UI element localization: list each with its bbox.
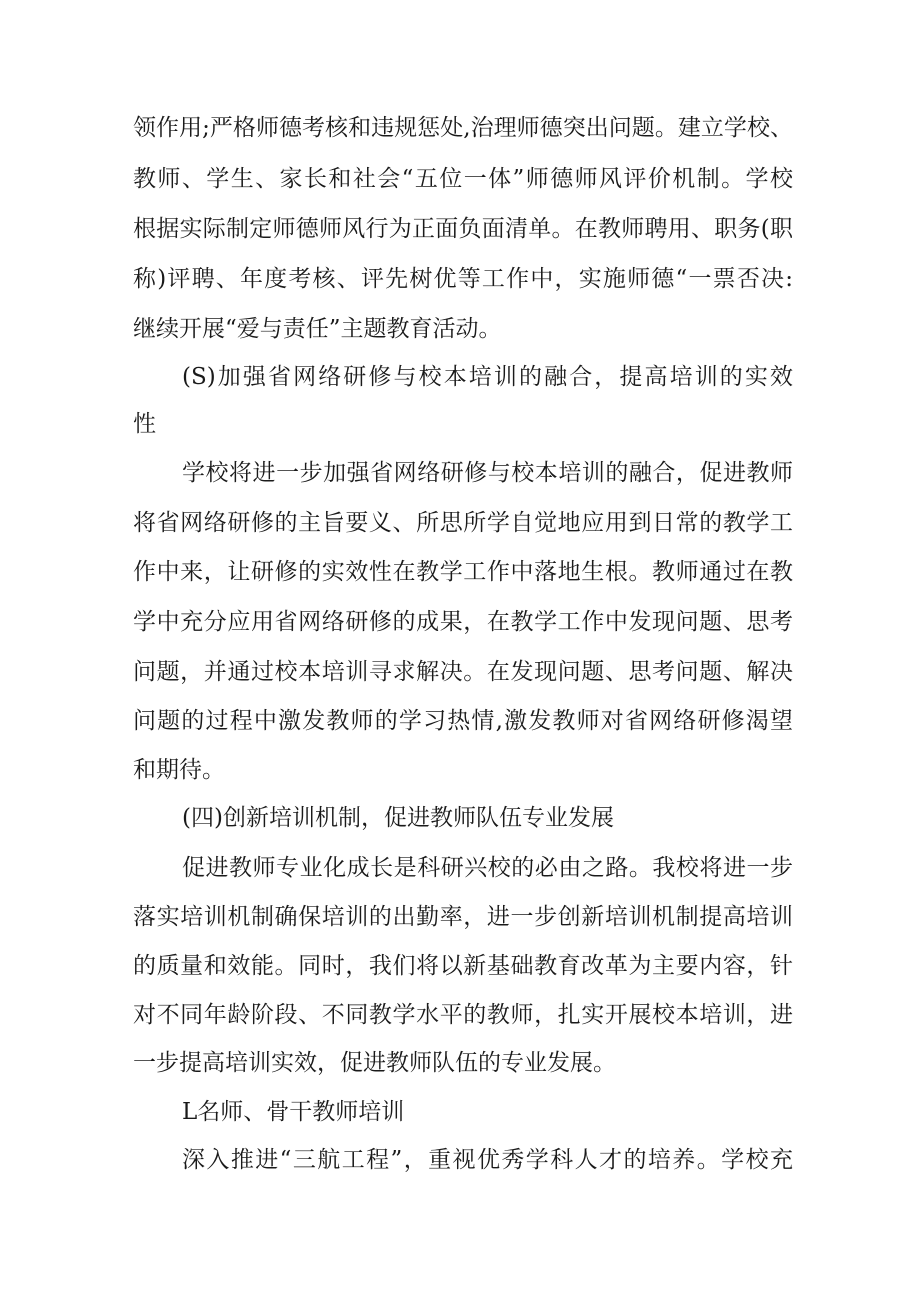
paragraph-line: 的质量和效能。同时，我们将以新基础教育改革为主要内容，针 (133, 953, 793, 979)
paragraph-line: 根据实际制定师德师风行为正面负面清单。在教师聘用、职务(职 (133, 216, 793, 242)
subsection-heading: L名师、骨干教师培训 (182, 1099, 405, 1125)
paragraph-line: 学中充分应用省网络研修的成果，在教学工作中发现问题、思考 (133, 609, 793, 635)
paragraph-line: 作中来，让研修的实效性在教学工作中落地生根。教师通过在教 (133, 559, 793, 585)
paragraph-line: 和期待。 (133, 757, 225, 783)
paragraph-line: 将省网络研修的主旨要义、所思所学自觉地应用到日常的教学工 (133, 510, 793, 536)
paragraph-line: 对不同年龄阶段、不同教学水平的教师，扎实开展校本培训，进 (133, 1002, 793, 1028)
paragraph-line: 促进教师专业化成长是科研兴校的必由之路。我校将进一步 (182, 855, 793, 881)
paragraph-line: 学校将进一步加强省网络研修与校本培训的融合，促进教师 (182, 460, 793, 486)
paragraph-line: 一步提高培训实效，促进教师队伍的专业发展。 (133, 1050, 616, 1076)
paragraph-line: 教师、学生、家长和社会“五位一体”师德师风评价机制。学校 (133, 166, 793, 192)
section-heading-continued: 性 (133, 411, 156, 437)
section-heading: (S)加强省网络研修与校本培训的融合，提高培训的实效 (182, 364, 793, 390)
paragraph-line: 称)评聘、年度考核、评先树优等工作中，实施师德“一票否决: (133, 266, 793, 292)
section-heading: (四)创新培训机制，促进教师队伍专业发展 (182, 805, 614, 831)
paragraph-line: 继续开展“爱与责任”主题教育活动。 (133, 316, 502, 342)
paragraph-line: 问题，并通过校本培训寻求解决。在发现问题、思考问题、解决 (133, 659, 793, 685)
paragraph-line: 落实培训机制确保培训的出勤率，进一步创新培训机制提高培训 (133, 904, 793, 930)
paragraph-line: 问题的过程中激发教师的学习热情,激发教师对省网络研修渴望 (133, 708, 793, 734)
paragraph-line: 领作用;严格师德考核和违规惩处,治理师德突出问题。建立学校、 (133, 115, 793, 141)
paragraph-line: 深入推进“三航工程”，重视优秀学科人才的培养。学校充 (182, 1147, 793, 1173)
